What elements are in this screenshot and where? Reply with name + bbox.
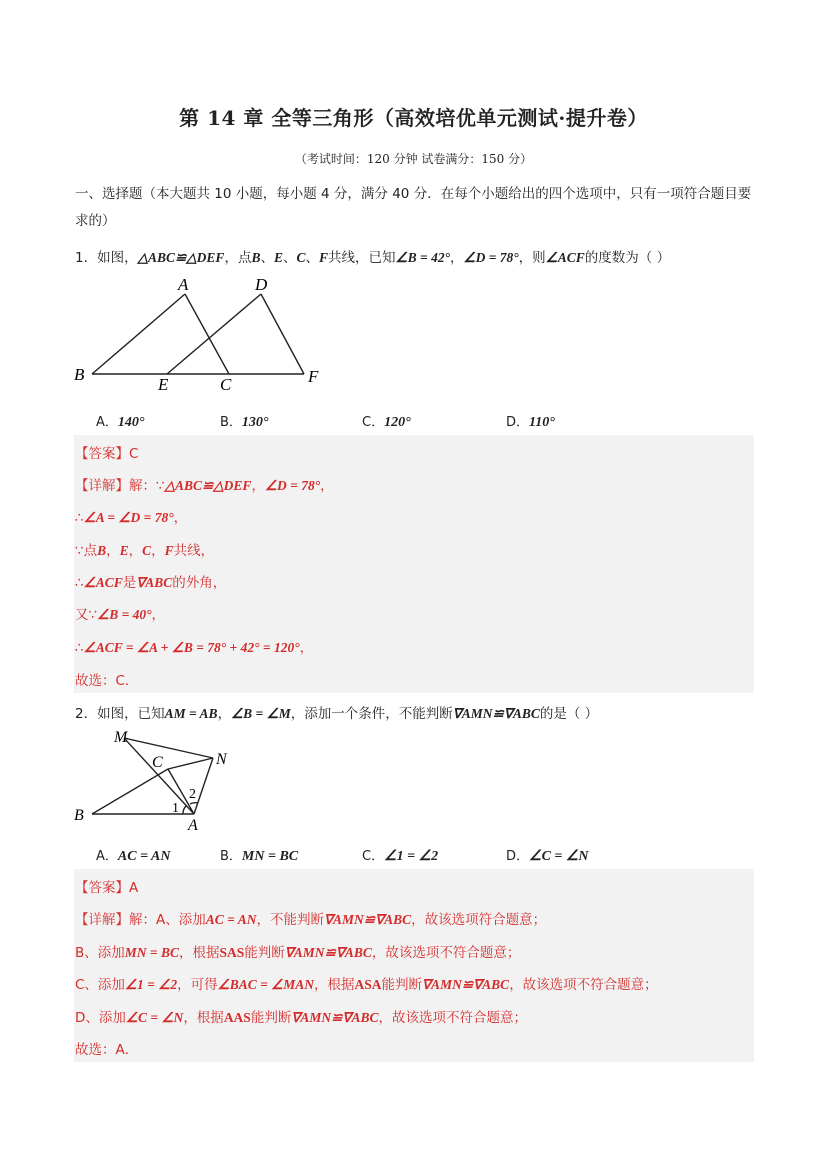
detail-2-line-a: 【详解】解：A、添加AC = AN，不能判断∇AMN≌∇ABC，故该选项符合题意；	[75, 912, 547, 928]
option-c[interactable]: C．∠1 = ∠2	[362, 849, 439, 864]
segment-mn	[124, 738, 213, 758]
label-n: N	[216, 751, 227, 768]
option-a[interactable]: A．AC = AN	[96, 849, 171, 864]
label-c: C	[220, 375, 232, 394]
math: △ABC≌△DEF	[137, 250, 225, 265]
detail-1-line-2: ∴∠A = ∠D = 78°，	[75, 510, 188, 526]
label-angle-2: 2	[189, 787, 196, 802]
detail-1-line-6: ∴∠ACF = ∠A + ∠B = 78° + 42° = 120°，	[75, 640, 314, 656]
answer-box-2	[74, 869, 754, 1062]
label-b: B	[74, 807, 84, 824]
segment-cn	[168, 758, 213, 769]
detail-1-line-4: ∴∠ACF是∇ABC的外角，	[75, 575, 227, 591]
detail-2-line-c: C、添加∠1 = ∠2，可得∠BAC = ∠MAN，根据ASA能判断∇AMN≌∇ABC，故该选项不符合题意；	[75, 977, 658, 993]
segment-bc	[92, 769, 168, 814]
option-b[interactable]: B．130°	[220, 415, 269, 430]
answer-2: 【答案】A	[75, 880, 139, 896]
question-1-stem: 1．如图，△ABC≌△DEF，点B、E、C、F共线，已知∠B = 42°，∠D = 78°，则∠ACF的度数为（ ）	[75, 250, 671, 266]
label-f: F	[308, 367, 319, 386]
detail-1-line-1: 【详解】解：∵△ABC≌△DEF，∠D = 78°，	[75, 478, 334, 494]
angle-1-arc	[183, 806, 186, 814]
option-d[interactable]: D．110°	[506, 415, 555, 430]
option-c[interactable]: C．120°	[362, 415, 411, 430]
segment-ed	[167, 294, 261, 374]
label-angle-1: 1	[172, 801, 179, 816]
option-b[interactable]: B．MN = BC	[220, 849, 299, 864]
segment-na	[194, 758, 213, 814]
detail-1-line-3: ∵点B，E，C，F共线，	[75, 543, 215, 559]
exam-info: （考试时间：120 分钟 试卷满分：150 分）	[294, 152, 533, 166]
label-b: B	[74, 365, 85, 384]
question-number: 1．	[75, 250, 98, 266]
page-title: 第 14 章 全等三角形（高效培优单元测试·提升卷）	[179, 106, 648, 130]
option-d[interactable]: D．∠C = ∠N	[506, 849, 589, 864]
question-1-figure	[70, 272, 340, 398]
label-c: C	[152, 754, 163, 771]
label-a: A	[178, 275, 189, 294]
label-a: A	[188, 817, 198, 834]
detail-2-line-d: D、添加∠C = ∠N，根据AAS能判断∇AMN≌∇ABC，故该选项不符合题意；	[75, 1010, 527, 1026]
section-intro: 一、选择题（本大题共 10 小题，每小题 4 分，满分 40 分．在每个小题给出的四个选项中，只有一项符合题目要求的）	[75, 186, 752, 229]
segment-ma	[124, 738, 194, 814]
question-number: 2．	[75, 706, 98, 722]
option-a[interactable]: A．140°	[96, 415, 145, 430]
question-2-figure	[70, 724, 240, 836]
question-2-stem: 2．如图，已知AM = AB，∠B = ∠M，添加一个条件，不能判断∇AMN≌∇ABC的是（ ）	[75, 706, 599, 722]
detail-1-line-7: 故选：C．	[75, 673, 139, 689]
detail-2-line-b: B、添加MN = BC，根据SAS能判断∇AMN≌∇ABC，故该选项不符合题意；	[75, 945, 521, 961]
segment-ac	[185, 294, 229, 374]
detail-1-line-5: 又∵∠B = 40°，	[75, 607, 166, 623]
answer-1: 【答案】C	[75, 446, 139, 462]
detail-2-line-e: 故选：A．	[75, 1042, 139, 1058]
segment-df	[261, 294, 304, 374]
label-m: M	[114, 729, 128, 746]
label-d: D	[255, 275, 268, 294]
segment-ba	[92, 294, 185, 374]
label-e: E	[158, 375, 169, 394]
